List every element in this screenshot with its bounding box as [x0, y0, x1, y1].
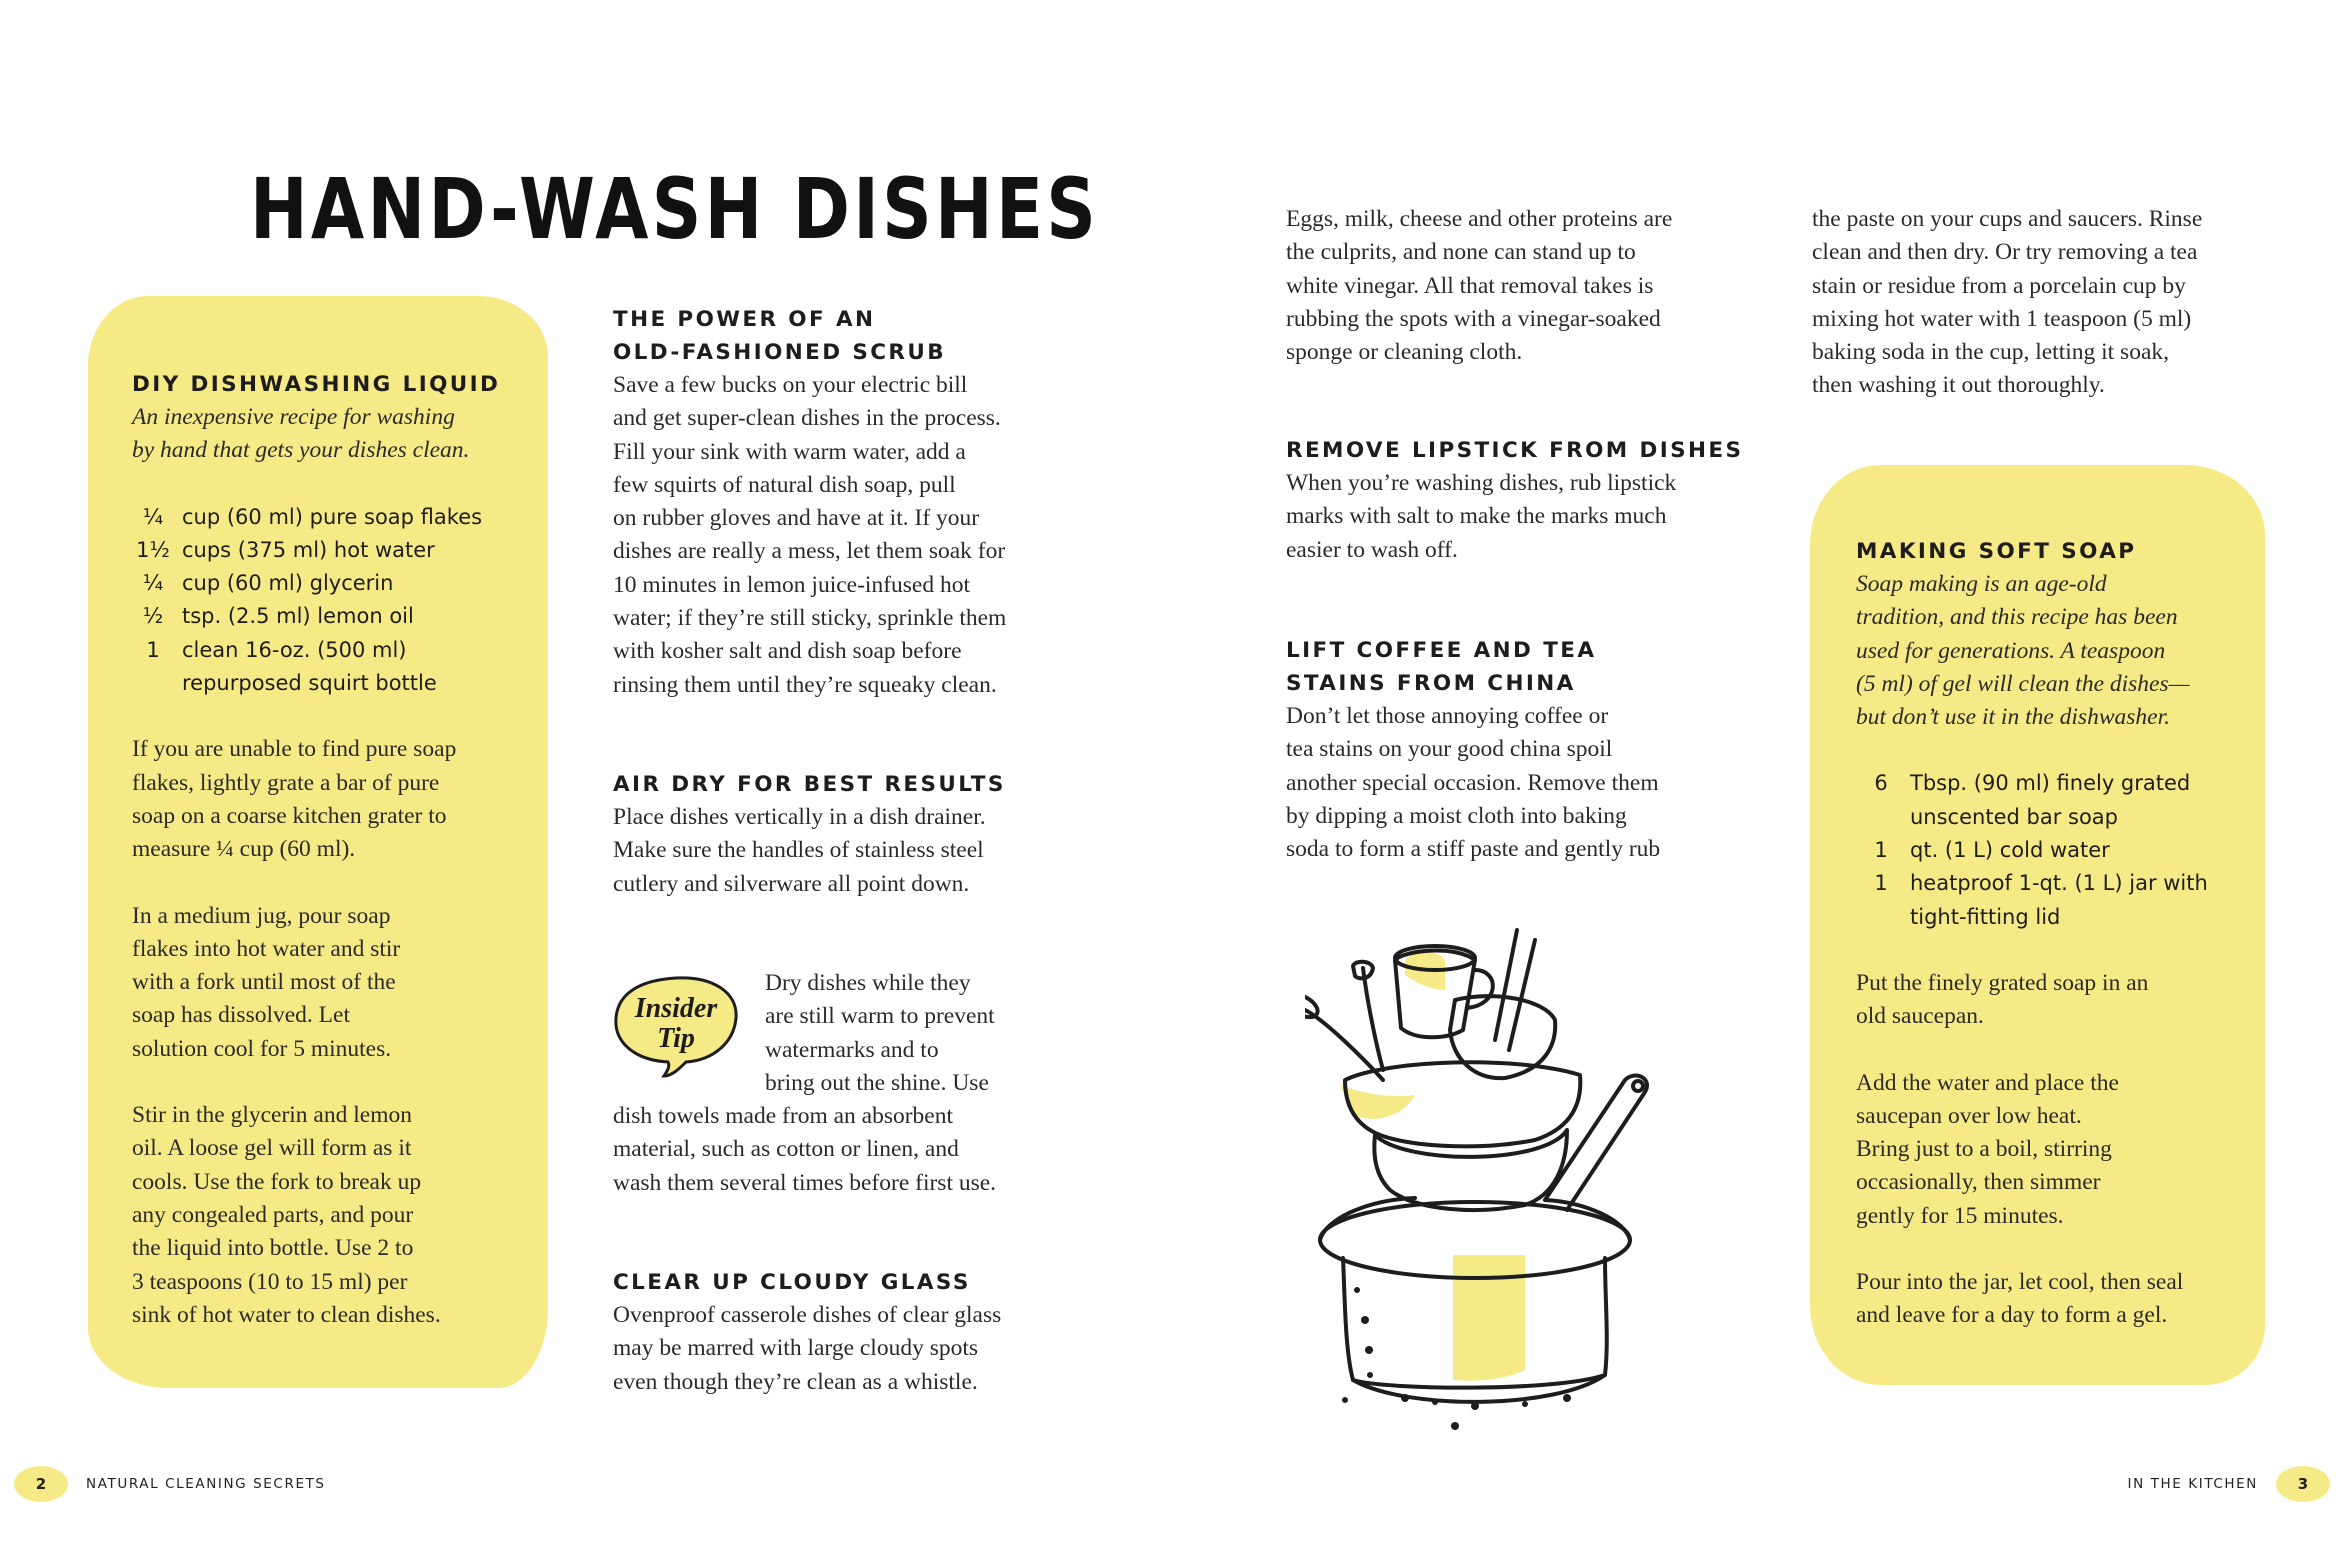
diy-body-line: soap has dissolved. Let — [132, 1002, 350, 1029]
cloudy-glass-section — [613, 1266, 1093, 1399]
pot-highlight-icon — [1453, 1255, 1525, 1381]
scrub-line: water; if they’re still sticky, sprinkle them — [613, 605, 1007, 632]
lipstick-line: When you’re washing dishes, rub lipstick — [1286, 470, 1677, 496]
ingredient: 1 qt. (1 L) cold water — [1874, 838, 2110, 863]
col3-line: rubbing the spots with a vinegar-soaked — [1286, 305, 1661, 332]
soft-soap-recipe — [1856, 535, 2256, 1333]
diy-body-line: solution cool for 5 minutes. — [132, 1035, 392, 1062]
soft-soap-line: Bring just to a boil, stirring — [1856, 1136, 2112, 1163]
col4-line: mixing hot water with 1 teaspoon (5 ml) — [1812, 305, 2192, 332]
insider-tip-badge — [610, 972, 742, 1080]
ingredient: repurposed squirt bottle — [182, 671, 437, 696]
cloudy-line: may be marred with large cloudy spots — [613, 1335, 979, 1362]
col4-line: stain or residue from a porcelain cup by — [1812, 272, 2186, 299]
tip-badge-line: Insider — [634, 993, 718, 1024]
diy-body-line: soap on a coarse kitchen grater to — [132, 802, 447, 829]
tip-line: watermarks and to — [765, 1036, 939, 1063]
tip-short-text — [765, 967, 1085, 1100]
air-dry-line: cutlery and silverware all point down. — [613, 870, 970, 897]
coffee-line: by dipping a moist cloth into baking — [1286, 802, 1627, 829]
coffee-line: another special occasion. Remove them — [1286, 769, 1659, 796]
diy-body-line: 3 teaspoons (10 to 15 ml) per — [132, 1268, 408, 1295]
diy-body-line: cools. Use the fork to break up — [132, 1168, 422, 1195]
coffee-line: Don’t let those annoying coffee or — [1286, 703, 1609, 729]
soft-soap-intro-line: tradition, and this recipe has been — [1856, 604, 2178, 631]
col3-line: sponge or cleaning cloth. — [1286, 339, 1523, 366]
diy-recipe — [132, 368, 542, 1332]
ingredient: 1 clean 16-oz. (500 ml) — [146, 637, 407, 662]
tip-line: material, such as cotton or linen, and — [613, 1136, 959, 1163]
diy-ingredient-list — [124, 501, 542, 701]
lipstick-line: marks with salt to make the marks much — [1286, 503, 1667, 530]
ingredient: ¼ cup (60 ml) pure soap flakes — [142, 504, 483, 529]
scrub-line: and get super-clean dishes in the process. — [613, 405, 1001, 432]
ingredient: ½ tsp. (2.5 ml) lemon oil — [142, 604, 414, 629]
tip-line: bring out the shine. Use — [765, 1069, 989, 1096]
coffee-heading: LIFT COFFEE AND TEA — [1286, 638, 1597, 663]
col4-line: clean and then dry. Or try removing a tea — [1812, 239, 2198, 266]
diy-body-line: oil. A loose gel will form as it — [132, 1135, 412, 1162]
air-dry-line: Make sure the handles of stainless steel — [613, 837, 984, 864]
lipstick-section — [1286, 434, 1756, 567]
soft-soap-intro-line: but don’t use it in the dishwasher. — [1856, 704, 2170, 731]
tip-line: are still warm to prevent — [765, 1003, 995, 1030]
col3-line: white vinegar. All that removal takes is — [1286, 272, 1654, 299]
soft-soap-line: Pour into the jar, let cool, then seal — [1856, 1269, 2184, 1296]
col4-line: baking soda in the cup, letting it soak, — [1812, 339, 2170, 366]
lipstick-heading: REMOVE LIPSTICK FROM DISHES — [1286, 438, 1744, 463]
diy-intro-line: by hand that gets your dishes clean. — [132, 437, 470, 464]
diy-body-line: any congealed parts, and pour — [132, 1201, 414, 1228]
col3-line: the culprits, and none can stand up to — [1286, 239, 1636, 266]
pan-handle-icon — [1545, 1076, 1647, 1210]
air-dry-line: Place dishes vertically in a dish drainer. — [613, 804, 986, 830]
stacked-dishes-illustration — [1305, 920, 1685, 1440]
coffee-tea-continued — [1812, 203, 2282, 403]
cloudy-heading: CLEAR UP CLOUDY GLASS — [613, 1270, 971, 1295]
left-footer — [14, 1464, 326, 1504]
soft-soap-heading: MAKING SOFT SOAP — [1856, 539, 2137, 564]
diy-body-line: sink of hot water to clean dishes. — [132, 1301, 441, 1328]
cloudy-line: even though they’re clean as a whistle. — [613, 1368, 978, 1395]
air-dry-section — [613, 768, 1083, 901]
ingredient: 6 Tbsp. (90 ml) finely grated — [1874, 771, 2191, 796]
diy-body-line: measure ¼ cup (60 ml). — [132, 836, 356, 863]
tip-long-text — [613, 1100, 1093, 1200]
soft-soap-line: gently for 15 minutes. — [1856, 1202, 2064, 1229]
scrub-line: Save a few bucks on your electric bill — [613, 372, 968, 398]
scrub-line: 10 minutes in lemon juice-infused hot — [613, 571, 971, 598]
diy-body-line: flakes into hot water and stir — [132, 935, 401, 962]
scrub-line: rinsing them until they’re squeaky clean. — [613, 671, 997, 698]
coffee-tea-section — [1286, 634, 1756, 866]
page-number-right: 3 — [2276, 1466, 2330, 1502]
tip-badge-text — [610, 994, 742, 1054]
page-title: HAND-WASH DISHES — [250, 160, 1100, 258]
col3-line: Eggs, milk, cheese and other proteins are — [1286, 206, 1673, 232]
scrub-line: with kosher salt and dish soap before — [613, 638, 962, 665]
ingredient: tight-fitting lid — [1910, 904, 2061, 929]
soft-soap-intro-line: (5 ml) of gel will clean the dishes— — [1856, 670, 2190, 697]
diy-heading: DIY DISHWASHING LIQUID — [132, 372, 501, 397]
tip-line: wash them several times before first use. — [613, 1169, 997, 1196]
col4-line: the paste on your cups and saucers. Rinse — [1812, 206, 2203, 232]
diy-intro-line: An inexpensive recipe for washing — [132, 404, 455, 430]
col4-line: then washing it out thoroughly. — [1812, 372, 2105, 399]
tip-line: dish towels made from an absorbent — [613, 1103, 954, 1129]
diy-body-line: the liquid into bottle. Use 2 to — [132, 1235, 414, 1262]
diy-body-line: with a fork until most of the — [132, 969, 396, 996]
diy-body-line: In a medium jug, pour soap — [132, 902, 391, 929]
soft-soap-line: old saucepan. — [1856, 1003, 1984, 1030]
cloudy-glass-continued — [1286, 203, 1746, 369]
scrub-section — [613, 303, 1083, 702]
soft-soap-line: Put the finely grated soap in an — [1856, 969, 2149, 996]
soft-soap-ingredient-list — [1852, 767, 2256, 933]
coffee-heading: STAINS FROM CHINA — [1286, 671, 1576, 696]
diy-body-line: flakes, lightly grate a bar of pure — [132, 769, 440, 796]
diy-body-line: If you are unable to find pure soap — [132, 736, 457, 763]
soft-soap-line: Add the water and place the — [1856, 1069, 2119, 1096]
ingredient: unscented bar soap — [1910, 804, 2118, 829]
cloudy-line: Ovenproof casserole dishes of clear glass — [613, 1302, 1002, 1328]
soft-soap-intro-line: Soap making is an age-old — [1856, 571, 2107, 597]
diy-body-line: Stir in the glycerin and lemon — [132, 1102, 412, 1129]
scrub-heading: THE POWER OF AN — [613, 307, 876, 332]
air-dry-heading: AIR DRY FOR BEST RESULTS — [613, 772, 1006, 797]
lipstick-line: easier to wash off. — [1286, 536, 1458, 563]
scrub-line: on rubber gloves and have at it. If your — [613, 505, 980, 532]
ingredient: 1½ cups (375 ml) hot water — [136, 537, 435, 562]
soft-soap-line: occasionally, then simmer — [1856, 1169, 2101, 1196]
page-number-left: 2 — [14, 1466, 68, 1502]
scrub-line: dishes are really a mess, let them soak for — [613, 538, 1006, 565]
soft-soap-intro-line: used for generations. A teaspoon — [1856, 637, 2166, 664]
right-footer — [2128, 1464, 2331, 1504]
scrub-line: few squirts of natural dish soap, pull — [613, 471, 956, 498]
coffee-line: tea stains on your good china spoil — [1286, 736, 1613, 763]
scrub-heading: OLD-FASHIONED SCRUB — [613, 340, 947, 365]
soft-soap-line: and leave for a day to form a gel. — [1856, 1302, 2168, 1329]
ingredient: ¼ cup (60 ml) glycerin — [142, 571, 394, 596]
running-footer-left: NATURAL CLEANING SECRETS — [86, 1476, 326, 1492]
ingredient: 1 heatproof 1-qt. (1 L) jar with — [1874, 871, 2208, 896]
tip-line: Dry dishes while they — [765, 970, 971, 996]
running-footer-right: IN THE KITCHEN — [2127, 1476, 2258, 1492]
tip-badge-line: Tip — [657, 1023, 695, 1054]
coffee-line: soda to form a stiff paste and gently rub — [1286, 836, 1661, 863]
soft-soap-line: saucepan over low heat. — [1856, 1102, 2082, 1129]
scrub-line: Fill your sink with warm water, add a — [613, 438, 966, 465]
